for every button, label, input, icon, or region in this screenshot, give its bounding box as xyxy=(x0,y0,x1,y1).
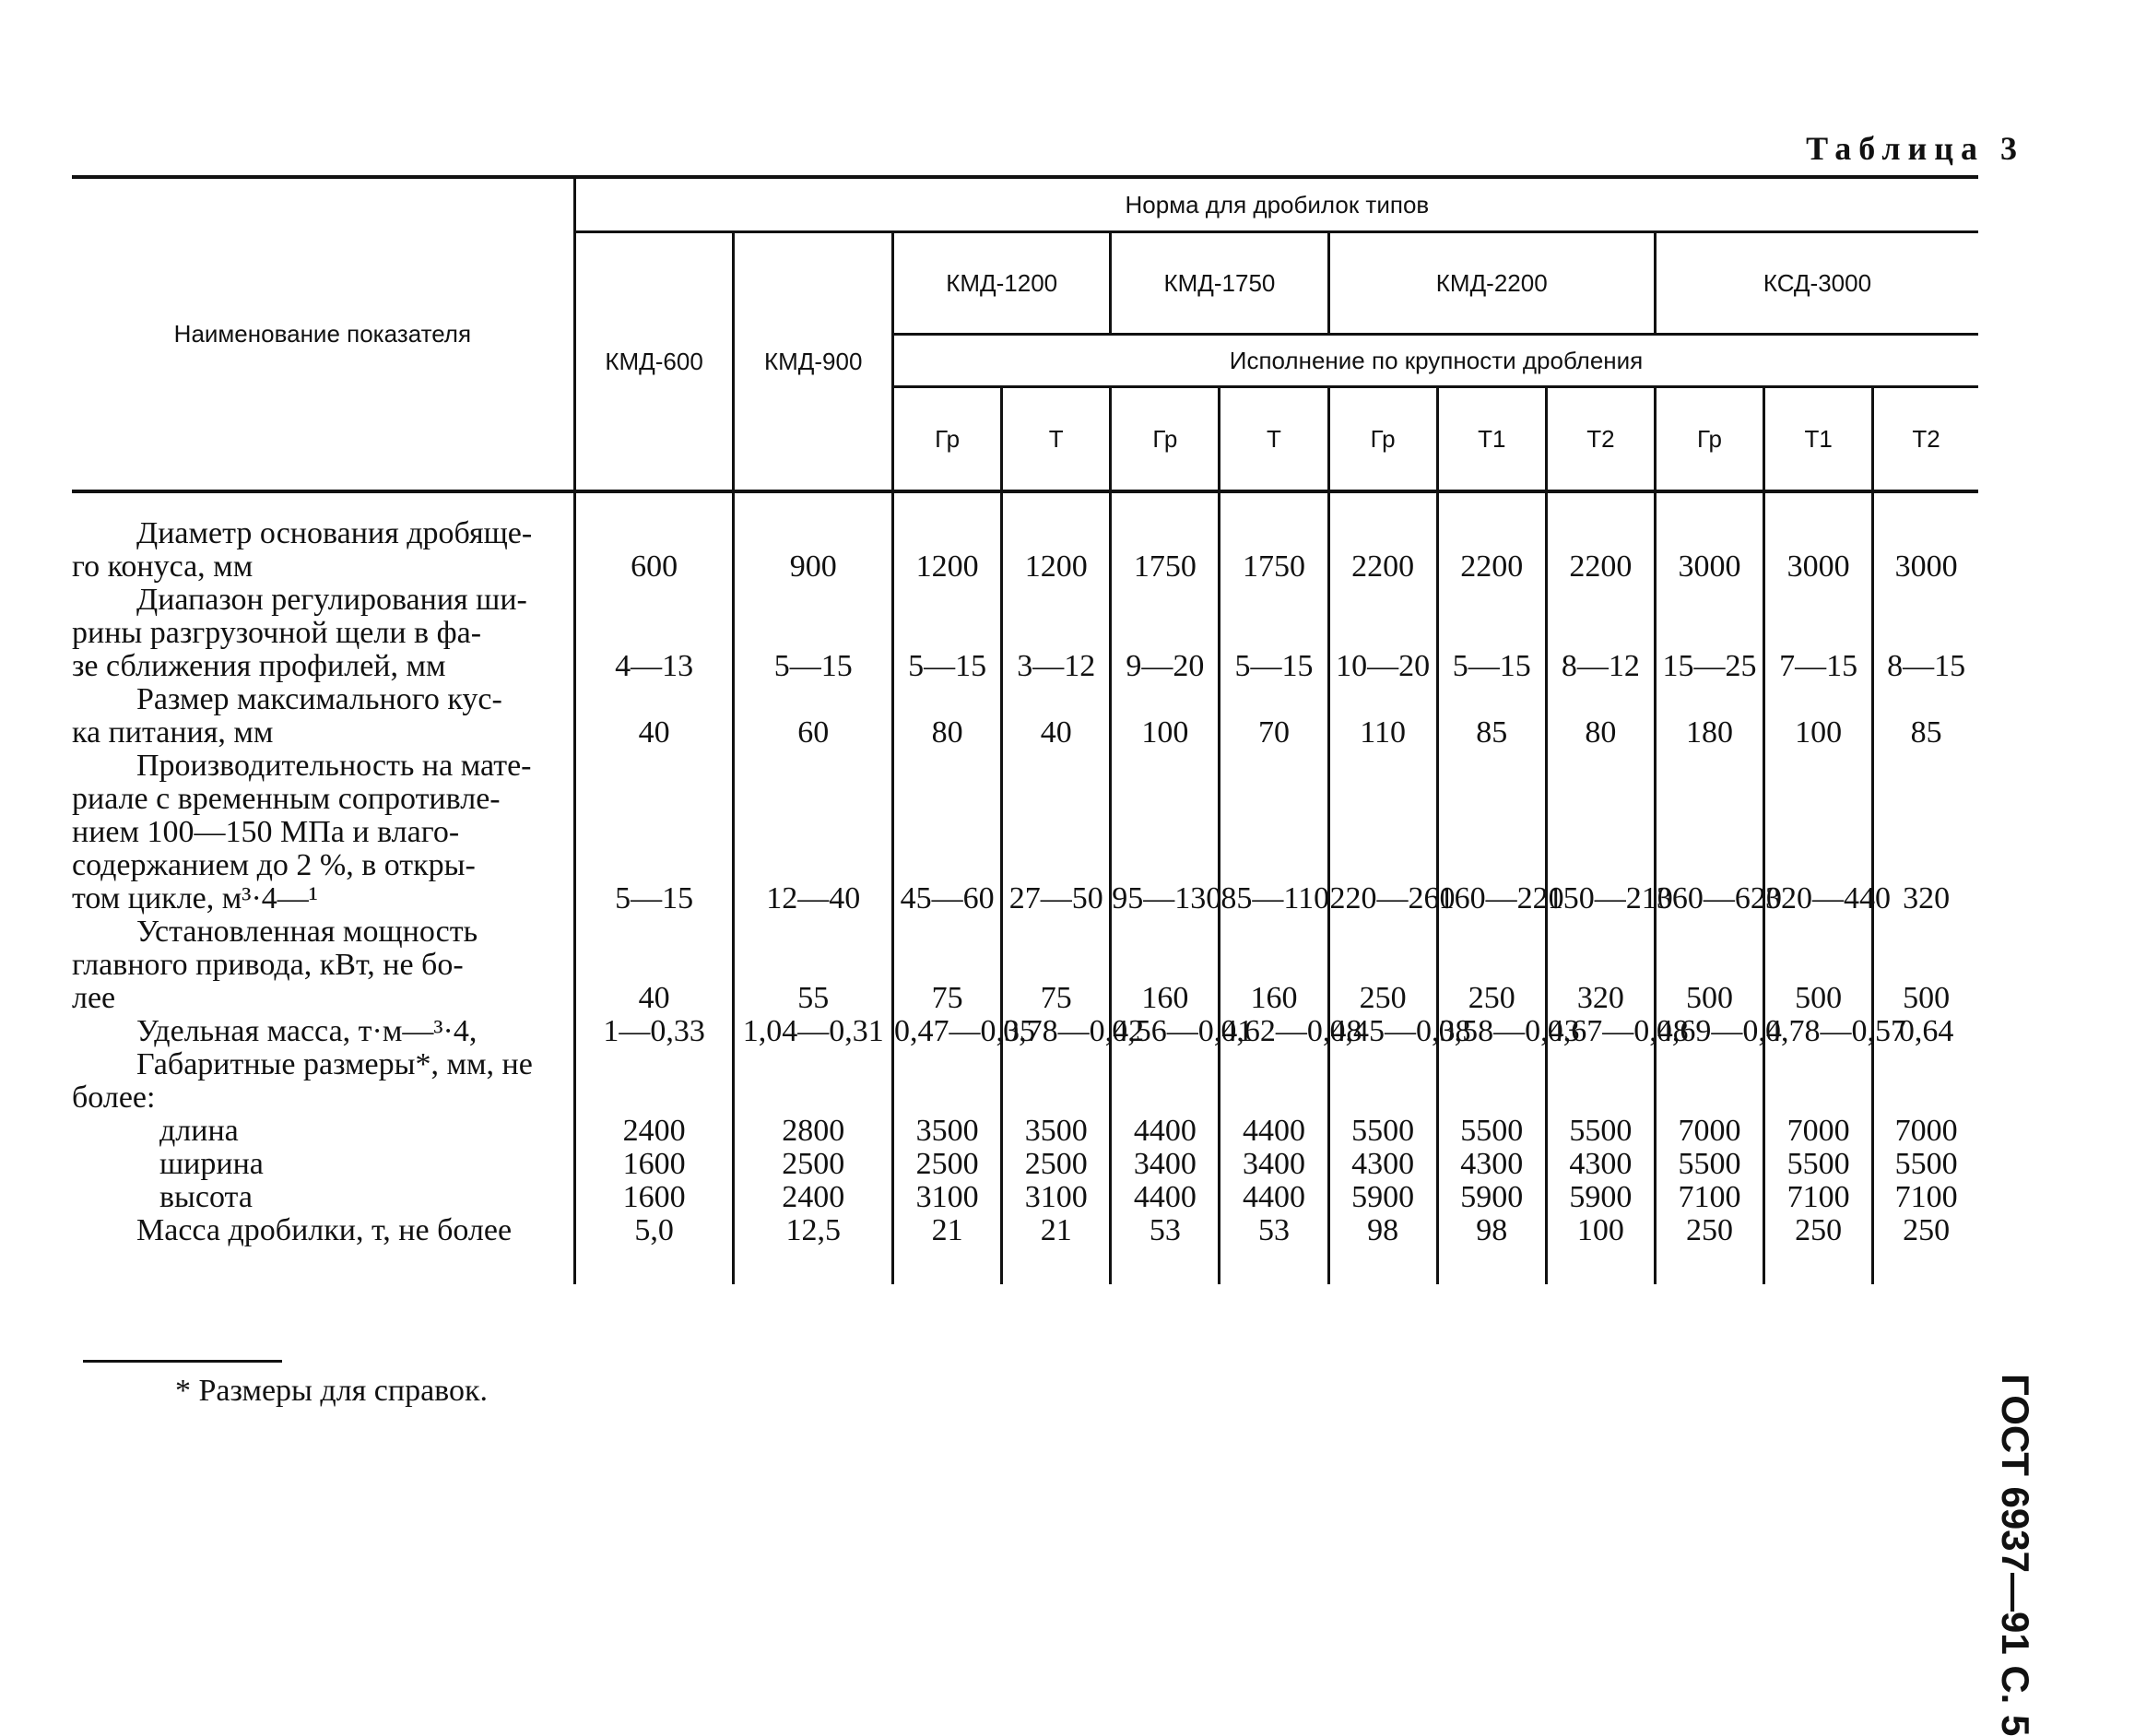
value-text: 3100 xyxy=(1024,1180,1088,1214)
value-cell xyxy=(1437,1048,1546,1214)
value-cell xyxy=(734,683,893,750)
value-text: 7100 xyxy=(1786,1180,1850,1214)
value-cell xyxy=(1764,517,1873,584)
value-cell xyxy=(574,1214,734,1284)
value-text: 7—15 xyxy=(1779,649,1858,683)
value-text: 0,56—0,41 xyxy=(1112,1014,1254,1048)
value-cell xyxy=(1328,584,1437,683)
value-text: 4300 xyxy=(1569,1147,1633,1181)
value-text: 8—15 xyxy=(1887,649,1966,683)
value-text: 100 xyxy=(1576,1213,1624,1247)
value-text: 0,78—0,42 xyxy=(1003,1014,1145,1048)
row-label-line: содержанием до 2 %, в откры- xyxy=(72,848,476,882)
model-header-ksd3000: КСД-3000 xyxy=(1655,232,1978,335)
value-cell xyxy=(574,517,734,584)
value-text: 1200 xyxy=(915,549,979,584)
subcol-header: Т1 xyxy=(1764,387,1873,492)
value-text: 160 xyxy=(1141,981,1189,1015)
row-label-line: лее xyxy=(72,981,116,1015)
value-text: 21 xyxy=(931,1213,963,1247)
value-text: 0,78—0,57 xyxy=(1765,1014,1907,1048)
value-text: 250 xyxy=(1685,1213,1733,1247)
value-text: 250 xyxy=(1468,981,1515,1015)
value-cell xyxy=(1437,1214,1546,1284)
model-header-kmd600: КМД-600 xyxy=(574,232,734,492)
value-cell xyxy=(1873,1214,1978,1284)
value-cell xyxy=(1111,1214,1220,1284)
value-cell xyxy=(893,584,1002,683)
value-text: 55 xyxy=(797,981,830,1015)
value-text: 360—620 xyxy=(1656,881,1782,915)
value-cell xyxy=(1002,584,1111,683)
row-label-line: рины разгрузочной щели в фа- xyxy=(72,616,482,650)
value-cell xyxy=(1220,1014,1362,1048)
value-text: 500 xyxy=(1903,981,1951,1015)
value-text: 5500 xyxy=(1351,1114,1415,1148)
value-text: 75 xyxy=(931,981,963,1015)
value-text: 1600 xyxy=(622,1180,686,1214)
value-text: 180 xyxy=(1685,715,1733,750)
value-text: 7100 xyxy=(1678,1180,1741,1214)
row-label xyxy=(72,517,574,584)
value-text: 2800 xyxy=(782,1114,845,1148)
value-text: 250 xyxy=(1359,981,1407,1015)
row-label xyxy=(72,584,574,683)
value-text: 7000 xyxy=(1678,1114,1741,1148)
value-cell xyxy=(574,1048,734,1214)
value-text: 3500 xyxy=(915,1114,979,1148)
value-cell xyxy=(734,750,893,915)
value-text: 3—12 xyxy=(1017,649,1096,683)
value-text: 2200 xyxy=(1351,549,1415,584)
value-cell xyxy=(1111,915,1220,1015)
value-cell xyxy=(1220,584,1328,683)
value-text: 80 xyxy=(1585,715,1617,750)
table-row xyxy=(72,517,1978,584)
row-label xyxy=(72,1214,574,1284)
value-text: 1,04—0,31 xyxy=(742,1014,884,1048)
row-sublabel: высота xyxy=(159,1180,253,1214)
subcol-header: Гр xyxy=(1111,387,1220,492)
specs-table xyxy=(72,175,1978,1284)
value-cell xyxy=(574,1015,734,1048)
value-text: 4—13 xyxy=(615,649,694,683)
value-text: 100 xyxy=(1141,715,1189,750)
value-cell xyxy=(893,683,1002,750)
subcol-header: Гр xyxy=(1655,387,1763,492)
subcol-header: Гр xyxy=(893,387,1002,492)
value-cell xyxy=(1655,915,1763,1015)
value-text: 500 xyxy=(1685,981,1733,1015)
value-cell xyxy=(1328,517,1437,584)
value-text: 85 xyxy=(1476,715,1508,750)
value-text: 250 xyxy=(1795,1213,1843,1247)
value-text: 75 xyxy=(1040,981,1072,1015)
value-text: 45—60 xyxy=(900,881,995,915)
value-text: 85—110 xyxy=(1220,881,1330,915)
value-cell xyxy=(1873,683,1978,750)
value-text: 98 xyxy=(1476,1213,1508,1247)
value-cell xyxy=(734,584,893,683)
value-text: 250 xyxy=(1903,1213,1951,1247)
value-text: 7000 xyxy=(1894,1114,1958,1148)
row-label-line: Удельная масса, т·м—³·4, xyxy=(136,1014,478,1048)
value-text: 3400 xyxy=(1242,1147,1305,1181)
value-cell xyxy=(734,1015,893,1048)
value-cell xyxy=(1437,1014,1580,1048)
value-cell xyxy=(1328,1214,1437,1284)
value-cell xyxy=(1111,750,1220,915)
value-text: 0,58—0,43 xyxy=(1438,1014,1580,1048)
value-text: 9—20 xyxy=(1126,649,1205,683)
value-cell xyxy=(1111,683,1220,750)
value-text: 0,45—0,38 xyxy=(1329,1014,1471,1048)
value-text: 4400 xyxy=(1242,1180,1305,1214)
value-cell xyxy=(1873,1048,1978,1214)
value-cell xyxy=(1655,683,1763,750)
value-cell xyxy=(1002,750,1111,915)
value-text: 5900 xyxy=(1460,1180,1524,1214)
value-text: 40 xyxy=(638,715,670,750)
value-cell xyxy=(1111,517,1220,584)
norma-header: Норма для дробилок типов xyxy=(574,177,1978,232)
value-text: 4400 xyxy=(1133,1180,1197,1214)
value-cell xyxy=(1764,750,1892,915)
value-text: 8—12 xyxy=(1561,649,1640,683)
value-cell xyxy=(574,915,734,1015)
value-cell xyxy=(1328,915,1437,1015)
value-cell xyxy=(1873,915,1978,1015)
row-label-line: Размер максимального кус- xyxy=(136,682,502,716)
value-cell xyxy=(1111,584,1220,683)
value-text: 27—50 xyxy=(1008,881,1103,915)
value-cell xyxy=(1220,517,1328,584)
value-cell xyxy=(1437,750,1564,915)
table-row xyxy=(72,750,1978,915)
table-label: Таблица 3 xyxy=(1806,130,2024,167)
row-label-line: го конуса, мм xyxy=(72,549,254,584)
value-text: 5,0 xyxy=(634,1213,674,1247)
subcol-header: Т1 xyxy=(1437,387,1546,492)
value-text: 320—440 xyxy=(1765,881,1892,915)
value-text: 70 xyxy=(1257,715,1290,750)
value-cell xyxy=(1764,584,1873,683)
value-text: 1—0,33 xyxy=(603,1014,705,1048)
value-cell xyxy=(1002,517,1111,584)
value-cell xyxy=(1002,915,1111,1015)
value-cell xyxy=(1328,1048,1437,1214)
row-label-line: Диапазон регулирования ши- xyxy=(136,583,527,617)
row-label-line: зе сближения профилей, мм xyxy=(72,649,446,683)
value-cell xyxy=(1546,915,1655,1015)
value-text: 2500 xyxy=(915,1147,979,1181)
row-label xyxy=(72,1048,574,1214)
footnote: * Размеры для справок. xyxy=(175,1374,489,1408)
row-label-line: ка питания, мм xyxy=(72,715,274,750)
table-row xyxy=(72,1214,1978,1284)
value-cell xyxy=(1764,683,1873,750)
value-cell xyxy=(1328,750,1456,915)
value-text: 3400 xyxy=(1133,1147,1197,1181)
value-cell xyxy=(1764,1214,1873,1284)
value-text: 4300 xyxy=(1460,1147,1524,1181)
value-cell xyxy=(1437,683,1546,750)
model-header-kmd2200: КМД-2200 xyxy=(1328,232,1655,335)
value-cell xyxy=(893,750,1002,915)
model-header-kmd1750: КМД-1750 xyxy=(1111,232,1328,335)
row-label-line: нием 100—150 МПа и влаго- xyxy=(72,815,460,849)
row-sublabel: ширина xyxy=(159,1147,264,1181)
value-cell xyxy=(734,1048,893,1214)
subcol-header: Т2 xyxy=(1546,387,1655,492)
value-cell xyxy=(1546,683,1655,750)
value-cell xyxy=(1220,1048,1328,1214)
value-cell xyxy=(1437,584,1546,683)
value-text: 5—15 xyxy=(615,881,694,915)
value-text: 0,64 xyxy=(1898,1014,1954,1048)
value-text: 10—20 xyxy=(1336,649,1431,683)
model-header-kmd900: КМД-900 xyxy=(734,232,893,492)
table-row xyxy=(72,1048,1978,1214)
value-text: 12—40 xyxy=(766,881,861,915)
value-text: 5900 xyxy=(1569,1180,1633,1214)
standard-page-label: ГОСТ 6937—91 С. 5 xyxy=(1994,1374,2037,1736)
value-text: 0,67—0,48 xyxy=(1547,1014,1689,1048)
value-text: 600 xyxy=(631,549,678,584)
subcol-header: Т xyxy=(1002,387,1111,492)
value-text: 4400 xyxy=(1133,1114,1197,1148)
value-cell xyxy=(734,915,893,1015)
value-text: 5500 xyxy=(1460,1114,1524,1148)
value-cell xyxy=(1546,1048,1655,1214)
row-label-line: Масса дробилки, т, не более xyxy=(136,1213,513,1247)
row-label xyxy=(72,1015,574,1048)
value-cell xyxy=(574,683,734,750)
value-cell xyxy=(1111,1048,1220,1214)
value-text: 1750 xyxy=(1133,549,1197,584)
value-text: 53 xyxy=(1149,1213,1181,1247)
value-text: 7000 xyxy=(1786,1114,1850,1148)
specs-table-container xyxy=(72,175,1978,1284)
row-label-line: Установленная мощность xyxy=(136,915,478,949)
value-cell xyxy=(1764,915,1873,1015)
value-text: 2200 xyxy=(1460,549,1524,584)
value-text: 2400 xyxy=(622,1114,686,1148)
value-text: 95—130 xyxy=(1112,881,1222,915)
value-cell xyxy=(574,584,734,683)
value-cell xyxy=(1546,1014,1689,1048)
row-label-line: Производительность на мате- xyxy=(136,749,532,783)
value-cell xyxy=(1328,683,1437,750)
value-text: 150—210 xyxy=(1547,881,1673,915)
value-cell xyxy=(893,1214,1002,1284)
value-text: 900 xyxy=(789,549,837,584)
table-row xyxy=(72,915,1978,1015)
value-text: 220—260 xyxy=(1329,881,1456,915)
table-row xyxy=(72,1015,1978,1048)
value-cell xyxy=(1546,517,1655,584)
value-cell xyxy=(734,517,893,584)
value-text: 160—220 xyxy=(1438,881,1564,915)
row-label-line: Габаритные размеры*, мм, не xyxy=(136,1047,533,1081)
value-text: 5500 xyxy=(1894,1147,1958,1181)
table-row xyxy=(72,683,1978,750)
value-cell xyxy=(1764,1048,1873,1214)
value-cell xyxy=(893,1014,1036,1048)
value-cell xyxy=(1873,584,1978,683)
value-cell xyxy=(1546,1214,1655,1284)
value-text: 53 xyxy=(1257,1213,1290,1247)
subcol-header: Гр xyxy=(1328,387,1437,492)
value-cell xyxy=(1002,683,1111,750)
value-text: 3500 xyxy=(1024,1114,1088,1148)
value-text: 1200 xyxy=(1024,549,1088,584)
value-cell xyxy=(1002,1014,1145,1048)
value-text: 12,5 xyxy=(785,1213,841,1247)
value-text: 5—15 xyxy=(1452,649,1531,683)
value-cell xyxy=(893,1048,1002,1214)
name-column-header: Наименование показателя xyxy=(72,177,574,491)
value-text: 0,69—0,4 xyxy=(1656,1014,1782,1048)
value-cell xyxy=(1655,584,1763,683)
value-cell xyxy=(1220,915,1328,1015)
value-cell xyxy=(1655,1048,1763,1214)
value-text: 3000 xyxy=(1786,549,1850,584)
value-text: 1600 xyxy=(622,1147,686,1181)
value-text: 2400 xyxy=(782,1180,845,1214)
value-cell xyxy=(1764,1014,1907,1048)
subcol-header: Т2 xyxy=(1873,387,1978,492)
row-label-line: риале с временным сопротивле- xyxy=(72,782,501,816)
value-cell xyxy=(1546,584,1655,683)
value-cell xyxy=(1873,517,1978,584)
footnote-divider xyxy=(83,1360,282,1363)
value-text: 5—15 xyxy=(908,649,987,683)
row-label-line: главного привода, кВт, не бо- xyxy=(72,948,464,982)
value-text: 21 xyxy=(1040,1213,1072,1247)
value-cell xyxy=(1655,517,1763,584)
value-text: 5900 xyxy=(1351,1180,1415,1214)
value-text: 2500 xyxy=(782,1147,845,1181)
value-cell xyxy=(1002,1048,1111,1214)
value-text: 1750 xyxy=(1242,549,1305,584)
value-text: 110 xyxy=(1360,715,1406,750)
value-cell xyxy=(1437,517,1546,584)
value-cell xyxy=(1328,1014,1471,1048)
row-label xyxy=(72,750,574,915)
value-text: 40 xyxy=(1040,715,1072,750)
value-text: 2500 xyxy=(1024,1147,1088,1181)
value-cell xyxy=(1220,750,1328,915)
value-text: 5500 xyxy=(1569,1114,1633,1148)
value-text: 0,47—0,35 xyxy=(894,1014,1036,1048)
model-header-kmd1200: КМД-1200 xyxy=(893,232,1111,335)
value-cell xyxy=(574,750,734,915)
value-cell xyxy=(1546,750,1673,915)
value-cell xyxy=(1002,1214,1111,1284)
value-text: 160 xyxy=(1250,981,1298,1015)
value-text: 5—15 xyxy=(773,649,853,683)
value-cell xyxy=(1220,683,1328,750)
value-text: 5500 xyxy=(1678,1147,1741,1181)
value-text: 15—25 xyxy=(1662,649,1757,683)
value-cell xyxy=(1437,915,1546,1015)
value-text: 5500 xyxy=(1786,1147,1850,1181)
row-label xyxy=(72,915,574,1015)
table-row xyxy=(72,584,1978,683)
value-text: 85 xyxy=(1910,715,1942,750)
value-text: 3100 xyxy=(915,1180,979,1214)
value-text: 500 xyxy=(1795,981,1843,1015)
value-text: 5—15 xyxy=(1234,649,1314,683)
value-text: 4400 xyxy=(1242,1114,1305,1148)
value-text: 7100 xyxy=(1894,1180,1958,1214)
value-text: 80 xyxy=(931,715,963,750)
subcol-header: Т xyxy=(1220,387,1328,492)
row-label-line: более: xyxy=(72,1081,156,1115)
value-cell xyxy=(893,517,1002,584)
value-text: 100 xyxy=(1795,715,1843,750)
value-cell xyxy=(1655,1214,1763,1284)
value-text: 60 xyxy=(797,715,830,750)
value-text: 320 xyxy=(1903,881,1951,915)
value-text: 98 xyxy=(1367,1213,1399,1247)
value-text: 4300 xyxy=(1351,1147,1415,1181)
value-text: 3000 xyxy=(1678,549,1741,584)
value-cell xyxy=(734,1214,893,1284)
value-cell xyxy=(1655,750,1782,915)
value-text: 3000 xyxy=(1894,549,1958,584)
value-text: 40 xyxy=(638,981,670,1015)
value-text: 2200 xyxy=(1569,549,1633,584)
value-text: 320 xyxy=(1576,981,1624,1015)
row-label-line: Диаметр основания дробяще- xyxy=(136,516,533,550)
row-sublabel: длина xyxy=(159,1114,239,1148)
value-text: 0,62—0,48 xyxy=(1220,1014,1362,1048)
value-cell xyxy=(893,915,1002,1015)
table-body xyxy=(72,491,1978,1284)
value-cell xyxy=(1655,1014,1782,1048)
value-cell xyxy=(1220,1214,1328,1284)
row-label-line: том цикле, м³·4—¹ xyxy=(72,881,318,915)
execution-header: Исполнение по крупности дробления xyxy=(893,335,1978,387)
row-label xyxy=(72,683,574,750)
value-cell xyxy=(1111,1014,1254,1048)
